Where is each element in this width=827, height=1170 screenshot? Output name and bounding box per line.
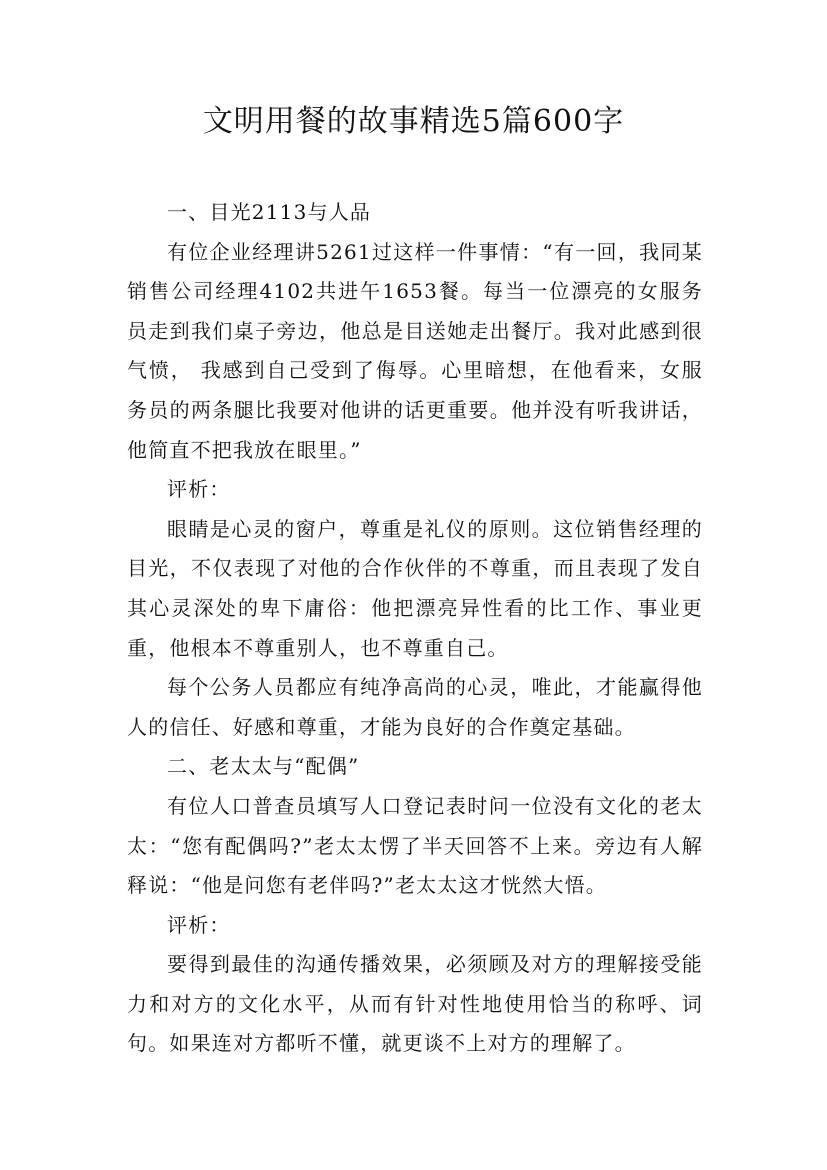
- story-paragraph-1: 有位企业经理讲5261过这样一件事情：“有一回，我同某销售公司经理4102共进午1653餐。每当一位漂亮的女服务员走到我们桌子旁边，他总是目送她走出餐厅。我对此感到很气愤， 我感到自己受到了侮辱。心里暗想，在他看来，女服务员的两条腿比我要对他讲的话更重要。他并没有听我讲话，他简直不把我放在眼里。”: [127, 239, 703, 462]
- analysis-paragraph-3: 要得到最佳的沟通传播效果，必须顾及对方的理解接受能力和对方的文化水平，从而有针对性地使用恰当的称呼、词句。如果连对方都听不懂，就更谈不上对方的理解了。: [127, 952, 703, 1056]
- document-title: 文明用餐的故事精选5篇600字: [202, 104, 625, 139]
- analysis-paragraph-1: 眼睛是心灵的窗户，尊重是礼仪的原则。这位销售经理的目光，不仅表现了对他的合作伙伴的不尊重，而且表现了发自其心灵深处的卑下庸俗：他把漂亮异性看的比工作、事业更重，他根本不尊重别人，也不尊重自己。: [127, 516, 703, 660]
- analysis-label-1: 评析：: [167, 477, 231, 502]
- section-heading-1: 一、目光2113与人品: [167, 200, 372, 224]
- story-paragraph-2: 有位人口普查员填写人口登记表时问一位没有文化的老太太：“您有配偶吗?”老太太愣了半天回答不上来。旁边有人解释说：“他是问您有老伴吗?”老太太这才恍然大悟。: [127, 793, 703, 898]
- document-body: [127, 193, 703, 1064]
- analysis-paragraph-2: 每个公务人员都应有纯净高尚的心灵，唯此，才能赢得他人的信任、好感和尊重，才能为良好的合作奠定基础。: [127, 675, 703, 739]
- analysis-label-2: 评析：: [167, 912, 231, 937]
- section-heading-2: 二、老太太与“配偶”: [167, 754, 360, 779]
